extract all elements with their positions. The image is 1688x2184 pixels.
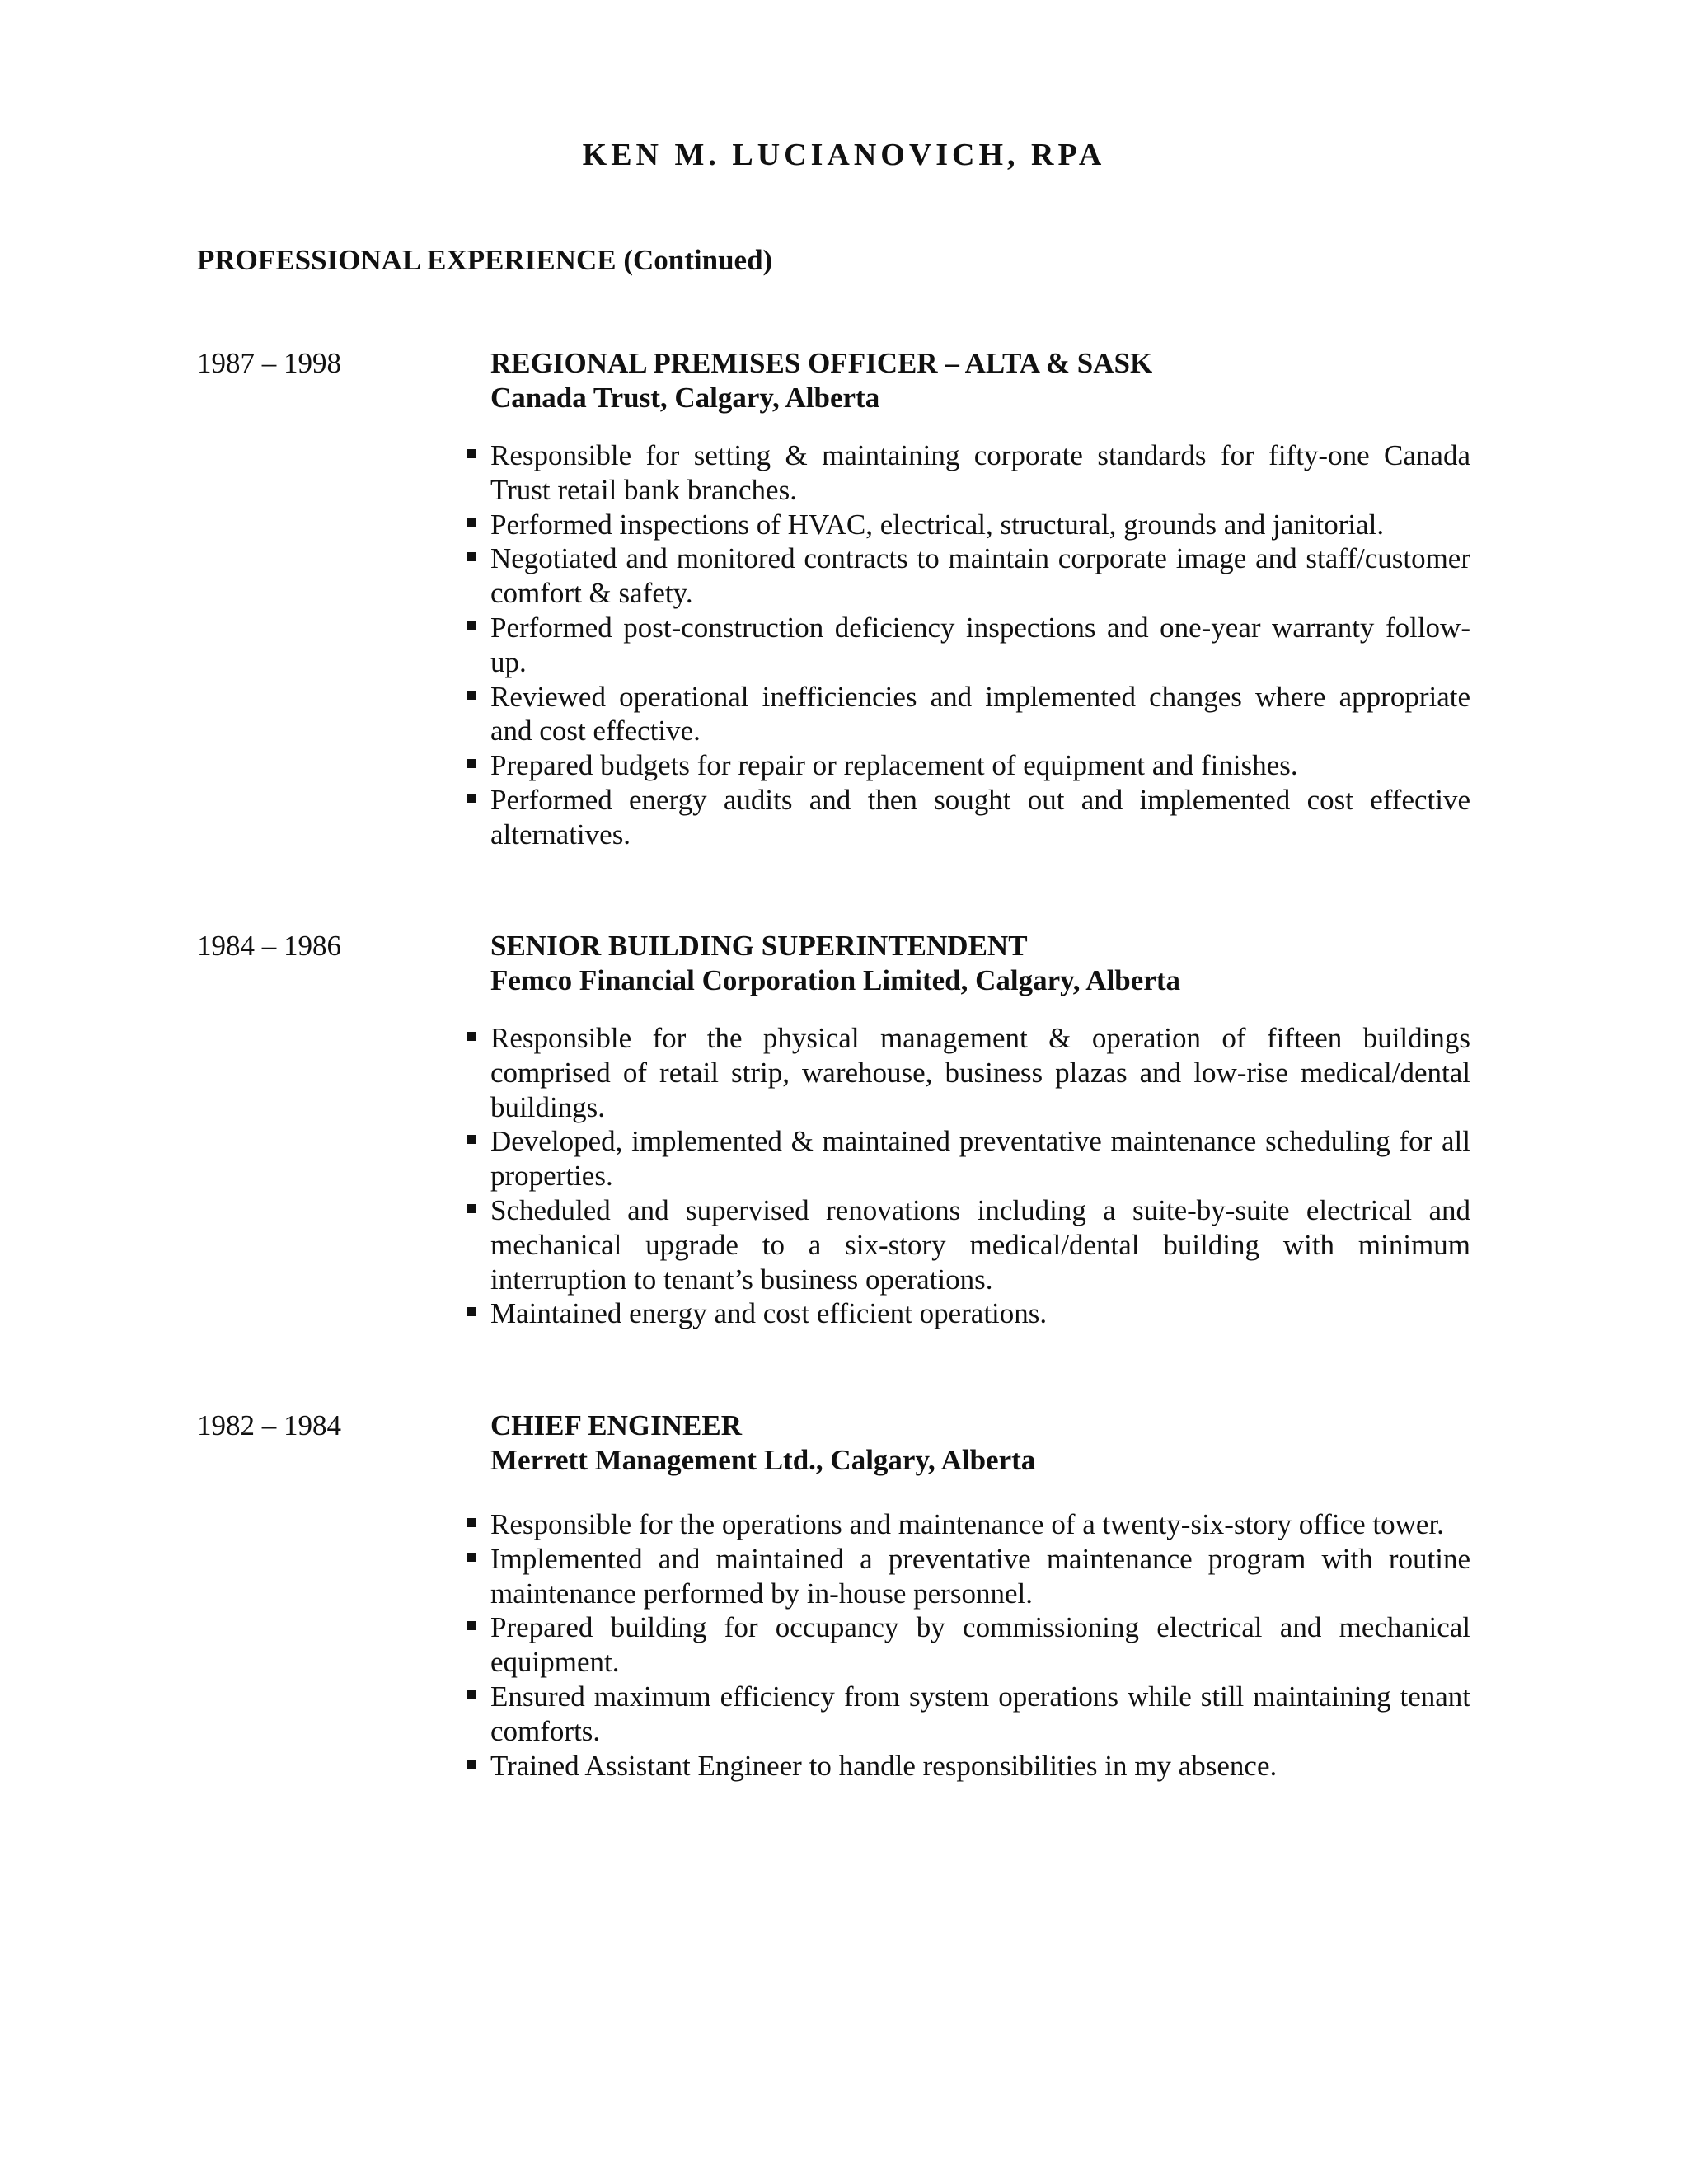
resume-name: KEN M. LUCIANOVICH, RPA: [582, 138, 1106, 172]
list-item: Negotiated and monitored contracts to maintain corporate image and staff/customer comfort & safety.: [466, 541, 1470, 611]
bullet-icon: [467, 518, 476, 527]
list-item: Ensured maximum efficiency from system operations while still maintaining tenant comforts.: [466, 1680, 1470, 1749]
list-item: Responsible for the physical management & operation of fifteen buildings comprised of retail strip, warehouse, business plazas and low-rise medical/dental buildings.: [466, 1021, 1470, 1124]
job-bullet-list: [466, 438, 1470, 852]
bullet-icon: [467, 1621, 476, 1630]
job-dates: 1984 – 1986: [197, 930, 341, 962]
bullet-icon: [467, 1135, 476, 1144]
job-title: SENIOR BUILDING SUPERINTENDENT: [490, 930, 1028, 962]
list-item: Developed, implemented & maintained preventative maintenance scheduling for all properties.: [466, 1124, 1470, 1193]
bullet-icon: [467, 1690, 476, 1699]
job-dates: 1982 – 1984: [197, 1409, 341, 1441]
bullet-icon: [467, 691, 476, 700]
bullet-icon: [467, 1032, 476, 1041]
list-item: Responsible for the operations and maintenance of a twenty-six-story office tower.: [466, 1507, 1470, 1542]
bullet-icon: [467, 1518, 476, 1527]
bullet-icon: [467, 1204, 476, 1213]
list-item: Scheduled and supervised renovations including a suite-by-suite electrical and mechanical upgrade to a six-story medical/dental building with minimum interruption to tenant’s business operations.: [466, 1193, 1470, 1296]
job-bullet-list: [466, 1507, 1470, 1783]
job-header: [490, 346, 1152, 415]
list-item: Performed energy audits and then sought out and implemented cost effective alternatives.: [466, 783, 1470, 852]
bullet-icon: [467, 1307, 476, 1316]
bullet-icon: [467, 449, 476, 458]
list-item: Reviewed operational inefficiencies and implemented changes where appropriate and cost effective.: [466, 680, 1470, 749]
job-employer: Canada Trust, Calgary, Alberta: [490, 382, 880, 414]
bullet-icon: [467, 794, 476, 803]
job-employer: Merrett Management Ltd., Calgary, Alberta: [490, 1444, 1036, 1476]
list-item: Trained Assistant Engineer to handle responsibilities in my absence.: [466, 1749, 1470, 1783]
bullet-icon: [467, 759, 476, 768]
section-heading: PROFESSIONAL EXPERIENCE (Continued): [197, 244, 773, 276]
list-item: Prepared building for occupancy by commissioning electrical and mechanical equipment.: [466, 1610, 1470, 1680]
list-item: Performed post-construction deficiency inspections and one-year warranty follow-up.: [466, 611, 1470, 680]
list-item: Implemented and maintained a preventative maintenance program with routine maintenance performed by in-house personnel.: [466, 1542, 1470, 1611]
list-item: Responsible for setting & maintaining corporate standards for fifty-one Canada Trust retail bank branches.: [466, 438, 1470, 508]
bullet-icon: [467, 621, 476, 630]
job-dates: 1987 – 1998: [197, 347, 341, 379]
list-item: Maintained energy and cost efficient operations.: [466, 1296, 1470, 1331]
bullet-icon: [467, 1553, 476, 1562]
job-bullet-list: [466, 1021, 1470, 1331]
job-header: [490, 1408, 1035, 1478]
bullet-icon: [467, 1760, 476, 1769]
bullet-icon: [467, 552, 476, 561]
job-header: [490, 929, 1180, 998]
list-item: Prepared budgets for repair or replacement of equipment and finishes.: [466, 748, 1470, 783]
job-title: REGIONAL PREMISES OFFICER – ALTA & SASK: [490, 347, 1153, 379]
job-title: CHIEF ENGINEER: [490, 1409, 743, 1441]
job-employer: Femco Financial Corporation Limited, Calgary, Alberta: [490, 964, 1180, 996]
list-item: Performed inspections of HVAC, electrical, structural, grounds and janitorial.: [466, 508, 1470, 542]
